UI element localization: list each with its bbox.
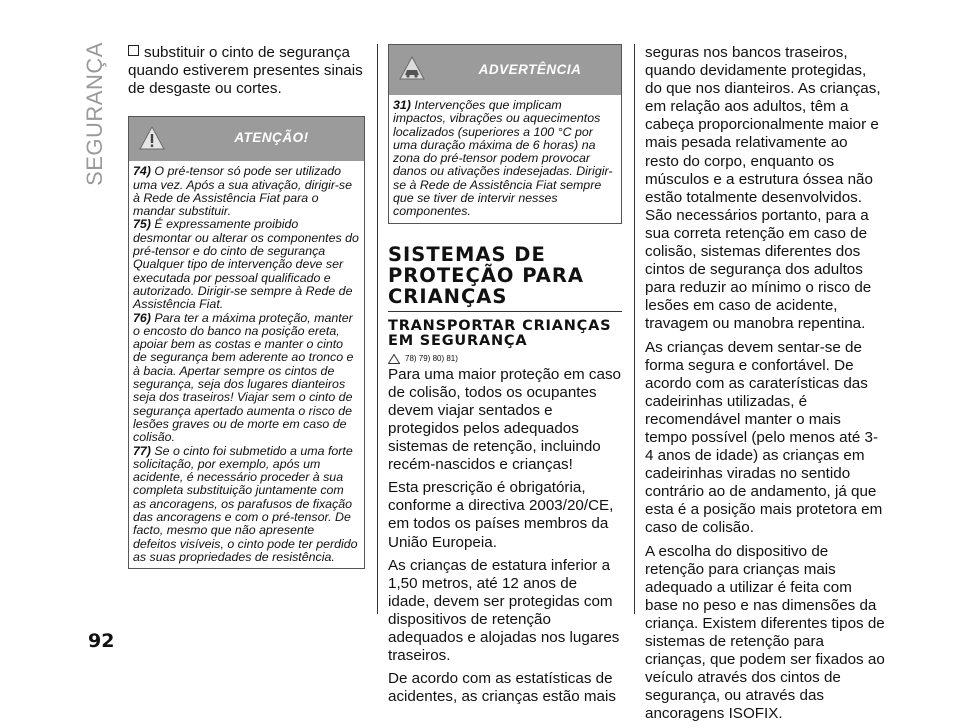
intro-text: substituir o cinto de segurança quando estiverem presentes sinais de desgaste ou cortes. xyxy=(128,44,363,98)
column-divider xyxy=(634,44,635,614)
attention-title: ATENÇÃO! xyxy=(234,130,309,146)
note-74 xyxy=(133,165,360,218)
note-31 xyxy=(393,99,617,219)
body-paragraph: Esta prescrição é obrigatória, conforme a directiva 2003/20/CE, em todos os países membros da União Europeia. xyxy=(388,479,614,551)
note-text: É expressamente proibido desmontar ou alterar os componentes do pré-tensor e do cinto de segurança Qualquer tipo de intervenção deve ser executada por pessoal qualificado e autorizado. Dirigir-se sempre à Rede de Assistência Fiat. xyxy=(133,217,359,312)
note-text: Intervenções que implicam impactos, vibrações ou aquecimentos localizados (superiores a 100 °C por uma duração máxima de 6 horas) na zona do pré-tensor podem provocar danos ou ativações indesejadas. Dirigir-se à Rede de Assistência Fiat sempre que se tiver de intervir nesses componentes. xyxy=(393,98,613,219)
body-paragraph: De acordo com as estatísticas de acidentes, as crianças estão mais xyxy=(388,670,616,706)
note-number: 77) xyxy=(133,443,151,458)
section-heading: SISTEMAS DE PROTEÇÃO PARA CRIANÇAS xyxy=(388,244,622,312)
column-2 xyxy=(388,44,622,711)
note-75 xyxy=(133,218,360,311)
note-77 xyxy=(133,445,360,565)
body-paragraph: Para uma maior proteção em caso de colisão, todos os ocupantes devem viajar sentados e protegidos pelos adequados sistemas de retenção, incluindo recém-nascidos e crianças! xyxy=(388,365,621,474)
note-text: Para ter a máxima proteção, manter o encosto do banco na posição ereta, apoiar bem as costas e manter o cinto de segurança bem aderente ao tronco e à bacia. Apertar sempre os cintos de segurança, seja dos lugares dianteiros seja dos traseiros! Viajar sem o cinto de segurança apertado aumenta o risco de lesões graves ou de morte em caso de colisão. xyxy=(133,310,354,445)
note-text: O pré-tensor só pode ser utilizado uma vez. Após a sua ativação, dirigir-se à Rede de Assistência Fiat para o mandar substituir. xyxy=(133,164,353,219)
reference-marks xyxy=(388,354,622,364)
section-vertical-title xyxy=(84,34,106,194)
checkbox-icon xyxy=(128,45,139,56)
attention-header xyxy=(129,117,364,161)
column-3 xyxy=(645,44,885,728)
subsection-heading: TRANSPORTAR CRIANÇAS EM SEGURANÇA xyxy=(388,317,612,350)
section-label: SEGURANÇA xyxy=(82,42,107,186)
note-text: Se o cinto foi submetido a uma forte solicitação, por exemplo, após um acidente, é necessário proceder à sua completa substituição juntamente com as ancoragens, os parafusos de fixação das ancoragens e com o pré-tensor. De facto, mesmo que não apresente defeitos visíveis, o cinto pode ter perdido as suas propriedades de resistência. xyxy=(133,443,358,564)
note-number: 76) xyxy=(133,310,151,325)
column-1 xyxy=(128,44,365,569)
attention-body xyxy=(129,161,364,568)
warning-body xyxy=(389,95,621,223)
intro-paragraph xyxy=(128,44,365,98)
warning-title: ADVERTÊNCIA xyxy=(478,62,582,77)
warning-triangle-icon xyxy=(388,354,400,364)
page-number: 92 xyxy=(88,630,115,652)
reference-numbers: 78) 79) 80) 81) xyxy=(405,354,458,364)
warning-box xyxy=(388,44,622,224)
body-paragraph: A escolha do dispositivo de retenção para crianças mais adequado a utilizar é feita com base no peso e nas dimensões da criança. Existem diferentes tipos de sistemas de retenção para crianças, que podem ser fixados ao veículo através dos cintos de segurança, ou através das ancoragens ISOFIX. xyxy=(645,542,885,723)
column-divider xyxy=(377,44,378,614)
note-76 xyxy=(133,312,360,445)
body-paragraph: seguras nos bancos traseiros, quando devidamente protegidas, do que nos dianteiros. As crianças, em relação aos adultos, têm a cabeça proporcionalmente maior e mais pesada relativamente ao resto do corpo, enquanto os músculos e a estrutura óssea não estão totalmente desenvolvidos. São necessários portanto, para a sua correta retenção em caso de colisão, sistemas diferentes dos cintos de segurança dos adultos para reduzir ao mínimo o risco de lesões em caso de acidente, travagem ou manobra repentina. xyxy=(645,44,881,333)
note-number: 74) xyxy=(133,164,151,179)
note-number: 75) xyxy=(133,217,151,232)
attention-box xyxy=(128,116,365,569)
body-paragraph: As crianças de estatura inferior a 1,50 metros, até 12 anos de idade, devem ser protegidas com dispositivos de retenção adequados e alojadas nos lugares traseiros. xyxy=(388,556,620,665)
warning-header xyxy=(389,45,621,95)
body-paragraph: As crianças devem sentar-se de forma segura e confortável. De acordo com as caraterísticas das cadeirinhas utilizadas, é recomendável manter o mais tempo possível (pelo menos até 3-4 anos de idade) as crianças em cadeirinhas viradas no sentido contrário ao de andamento, já que esta é a posição mais protetora em caso de colisão. xyxy=(645,338,883,537)
note-number: 31) xyxy=(393,98,411,112)
